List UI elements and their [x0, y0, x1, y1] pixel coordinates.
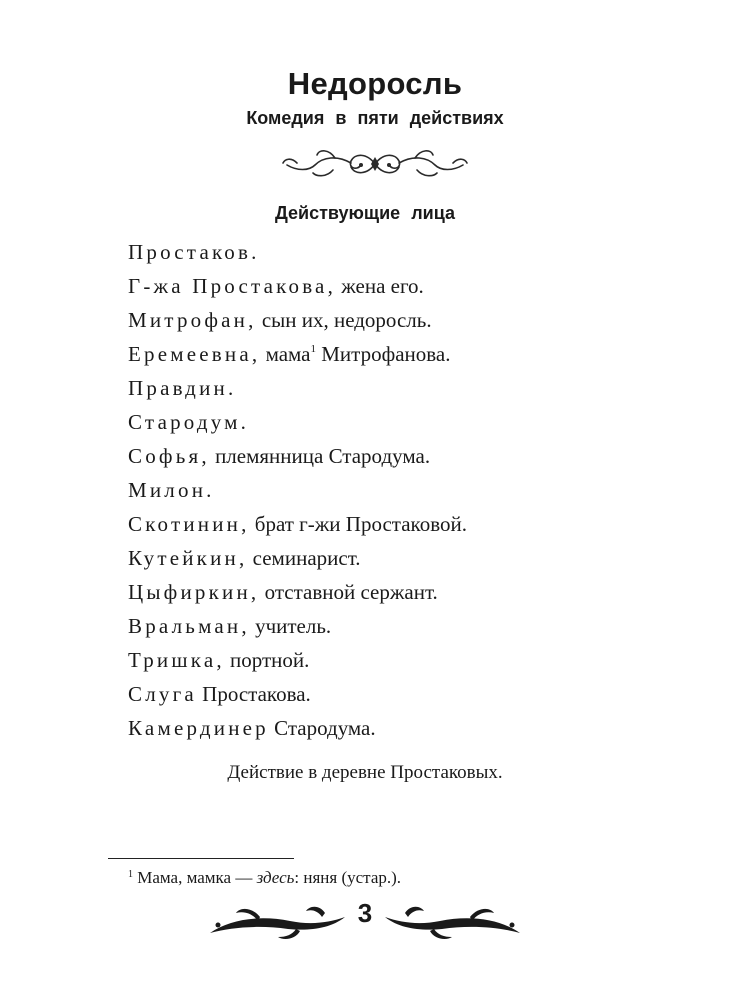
footnote	[128, 868, 401, 888]
cast-item	[128, 541, 467, 575]
character-name: Вральман,	[128, 614, 250, 638]
character-name: Милон.	[128, 478, 215, 502]
cast-item	[128, 235, 467, 269]
footnote-text-end: : няня (устар.).	[294, 868, 402, 887]
cast-item	[128, 405, 467, 439]
character-desc: семинарист.	[247, 546, 361, 570]
character-name: Слуга	[128, 682, 197, 706]
footnote-divider	[108, 858, 294, 859]
footnote-marker: 1	[310, 343, 316, 355]
cast-item	[128, 269, 467, 303]
character-name: Кутейкин,	[128, 546, 248, 570]
character-name: Скотинин,	[128, 512, 250, 536]
character-desc: Митрофанова.	[316, 342, 451, 366]
character-desc: племянница Стародума.	[209, 444, 431, 468]
character-name: Правдин.	[128, 376, 237, 400]
cast-item	[128, 643, 467, 677]
cast-item	[128, 677, 467, 711]
character-desc: учитель.	[249, 614, 332, 638]
cast-item	[128, 473, 467, 507]
page-subtitle: Комедия в пяти действиях	[246, 108, 504, 128]
character-name: Софья,	[128, 444, 210, 468]
character-desc: Стародума.	[268, 716, 376, 740]
cast-heading: Действующие лица	[274, 203, 455, 223]
cast-item	[128, 575, 467, 609]
character-desc: брат г-жи Простаковой.	[249, 512, 467, 536]
character-desc: портной.	[224, 648, 310, 672]
character-name: Камердинер	[128, 716, 269, 740]
footnote-text: Мама, мамка —	[133, 868, 257, 887]
cast-item	[128, 303, 467, 337]
cast-item	[128, 371, 467, 405]
character-name: Простаков.	[128, 240, 260, 264]
character-desc: сын их, недоросль.	[256, 308, 432, 332]
character-name: Митрофан,	[128, 308, 257, 332]
character-name: Тришка,	[128, 648, 225, 672]
page-number: 3	[350, 898, 380, 929]
cast-item	[128, 337, 467, 371]
character-name: Еремеевна,	[128, 342, 261, 366]
character-desc: отставной сержант.	[259, 580, 438, 604]
cast-item	[128, 609, 467, 643]
character-name: Г-жа Простакова,	[128, 274, 337, 298]
character-desc: Простакова.	[196, 682, 311, 706]
cast-item	[128, 439, 467, 473]
character-desc: жена его.	[336, 274, 424, 298]
character-desc: мама	[260, 342, 311, 366]
character-name: Стародум.	[128, 410, 250, 434]
footnote-number: 1	[128, 869, 133, 880]
cast-item	[128, 711, 467, 745]
page-title: Недоросль	[287, 66, 463, 101]
cast-list	[128, 235, 467, 745]
cast-item	[128, 507, 467, 541]
setting-line: Действие в деревне Простаковых.	[227, 762, 503, 783]
character-name: Цыфиркин,	[128, 580, 260, 604]
footnote-italic: здесь	[256, 868, 295, 887]
ornate-divider-icon	[275, 143, 475, 185]
